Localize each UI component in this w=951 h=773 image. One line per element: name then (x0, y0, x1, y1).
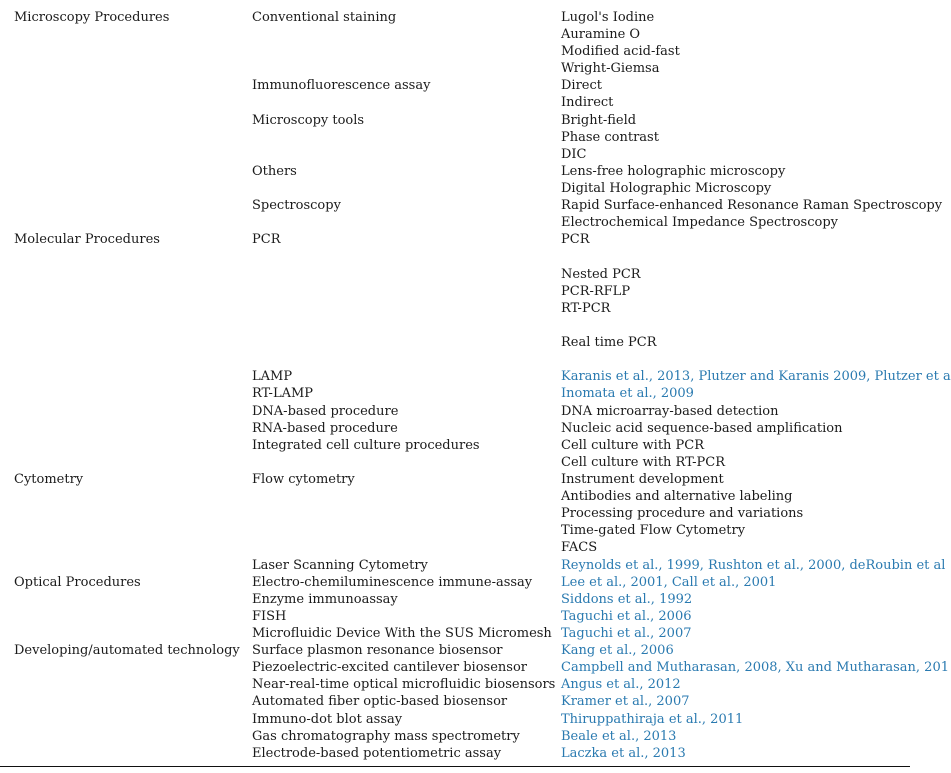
variant-cell: Instrument development (561, 472, 724, 487)
variant-cell: Rapid Surface-enhanced Resonance Raman Spectroscopy (561, 198, 943, 213)
method-cell: FISH (252, 609, 287, 624)
reference-link[interactable]: Campbell and Mutharasan, 2008, Xu and Mutharasan, 201 (561, 660, 949, 675)
table-row (0, 180, 910, 197)
variant-cell: Digital Holographic Microscopy (561, 181, 772, 196)
variant-cell: Direct (561, 78, 602, 93)
table-row (0, 608, 910, 625)
variant-cell: Nested PCR (561, 267, 641, 282)
method-cell: Electrode-based potentiometric assay (252, 746, 502, 761)
variant-cell: Cell culture with RT-PCR (561, 455, 725, 470)
method-cell: Spectroscopy (252, 198, 341, 213)
variant-cell: Nucleic acid sequence-based amplification (561, 421, 843, 436)
method-cell: Electro-chemiluminescence immune-assay (252, 575, 533, 590)
table-row (0, 659, 949, 676)
method-cell: Microscopy tools (252, 113, 365, 128)
table-row (0, 625, 910, 642)
category-cell: Optical Procedures (14, 575, 141, 590)
method-cell: Automated fiber optic-based biosensor (252, 694, 508, 709)
variant-cell: Electrochemical Impedance Spectroscopy (561, 215, 838, 230)
table-row (0, 505, 910, 522)
reference-link[interactable]: Karanis et al., 2013, Plutzer and Karanis 2009, Plutzer et a (561, 369, 951, 384)
variant-cell: FACS (561, 540, 598, 555)
variant-cell: Cell culture with PCR (561, 438, 705, 453)
category-cell: Cytometry (14, 472, 84, 487)
variant-cell: PCR (561, 232, 590, 247)
table-row (0, 214, 910, 231)
method-cell: Flow cytometry (252, 472, 355, 487)
variant-cell: RT-PCR (561, 301, 611, 316)
method-cell: Enzyme immunoassay (252, 592, 398, 607)
table-row (0, 728, 910, 745)
method-cell: DNA-based procedure (252, 404, 399, 419)
table-row (0, 94, 910, 111)
method-cell: RNA-based procedure (252, 421, 398, 436)
table-row (0, 420, 910, 437)
table-row (0, 112, 910, 129)
variant-cell: Indirect (561, 95, 614, 110)
method-cell: Others (252, 164, 297, 179)
reference-link[interactable]: Kang et al., 2006 (561, 643, 674, 658)
variant-cell: DIC (561, 147, 587, 162)
method-cell: RT-LAMP (252, 386, 314, 401)
variant-cell: Bright-field (561, 113, 637, 128)
table-row (0, 60, 910, 77)
table-row (0, 488, 910, 505)
method-cell: Gas chromatography mass spectrometry (252, 729, 520, 744)
table-row (0, 557, 946, 574)
reference-link[interactable]: Taguchi et al., 2006 (561, 609, 692, 624)
table-row (0, 43, 910, 60)
method-cell: Microfluidic Device With the SUS Micromesh (252, 626, 552, 641)
table-row (0, 231, 910, 248)
reference-link[interactable]: Laczka et al., 2013 (561, 746, 686, 761)
variant-cell: Modified acid-fast (561, 44, 680, 59)
table-row (0, 711, 910, 728)
table-row (0, 574, 910, 591)
table-row (0, 745, 910, 762)
table-row (0, 471, 910, 488)
table-row (0, 146, 910, 163)
reference-link[interactable]: Reynolds et al., 1999, Rushton et al., 2000, deRoubin et al (561, 558, 946, 573)
variant-cell: PCR-RFLP (561, 284, 631, 299)
method-cell: Immuno-dot blot assay (252, 712, 403, 727)
reference-link[interactable]: Beale et al., 2013 (561, 729, 677, 744)
variant-cell: DNA microarray-based detection (561, 404, 779, 419)
variant-cell: Lugol's Iodine (561, 10, 655, 25)
table-row (0, 334, 910, 351)
variant-cell: Antibodies and alternative labeling (561, 489, 793, 504)
reference-link[interactable]: Taguchi et al., 2007 (561, 626, 692, 641)
table-row (0, 693, 910, 710)
method-cell: Integrated cell culture procedures (252, 438, 480, 453)
method-cell: Surface plasmon resonance biosensor (252, 643, 503, 658)
table-bottom-rule (0, 766, 910, 767)
table-row (0, 9, 910, 26)
variant-cell: Auramine O (561, 27, 641, 42)
table-row (0, 129, 910, 146)
table-row (0, 642, 910, 659)
category-cell: Microscopy Procedures (14, 10, 170, 25)
table-row (0, 26, 910, 43)
variant-cell: Lens-free holographic microscopy (561, 164, 786, 179)
reference-link[interactable]: Angus et al., 2012 (561, 677, 681, 692)
table-row (0, 266, 910, 283)
table-row (0, 539, 910, 556)
table-row (0, 197, 943, 214)
table-row (0, 522, 910, 539)
reference-link[interactable]: Thiruppathiraja et al., 2011 (561, 712, 744, 727)
table-row (0, 454, 910, 471)
table-row (0, 676, 910, 693)
category-cell: Developing/automated technology (14, 643, 240, 658)
reference-link[interactable]: Kramer et al., 2007 (561, 694, 690, 709)
variant-cell: Processing procedure and variations (561, 506, 804, 521)
table-row (0, 368, 951, 385)
method-cell: LAMP (252, 369, 293, 384)
method-cell: PCR (252, 232, 281, 247)
method-cell: Near-real-time optical microfluidic biosensors (252, 677, 556, 692)
table-row (0, 437, 910, 454)
table-row (0, 300, 910, 317)
method-cell: Laser Scanning Cytometry (252, 558, 428, 573)
variant-cell: Phase contrast (561, 130, 659, 145)
table-row (0, 385, 910, 402)
reference-link[interactable]: Inomata et al., 2009 (561, 386, 694, 401)
table-row (0, 77, 910, 94)
table-row (0, 163, 910, 180)
reference-link[interactable]: Lee et al., 2001, Call et al., 2001 (561, 575, 777, 590)
table-row (0, 283, 910, 300)
variant-cell: Time-gated Flow Cytometry (561, 523, 746, 538)
variant-cell: Wright-Giemsa (561, 61, 660, 76)
variant-cell: Real time PCR (561, 335, 657, 350)
method-cell: Conventional staining (252, 10, 397, 25)
table-row (0, 591, 910, 608)
category-cell: Molecular Procedures (14, 232, 160, 247)
method-cell: Piezoelectric-excited cantilever biosensor (252, 660, 527, 675)
method-cell: Immunofluorescence assay (252, 78, 431, 93)
table-row (0, 403, 910, 420)
reference-link[interactable]: Siddons et al., 1992 (561, 592, 693, 607)
